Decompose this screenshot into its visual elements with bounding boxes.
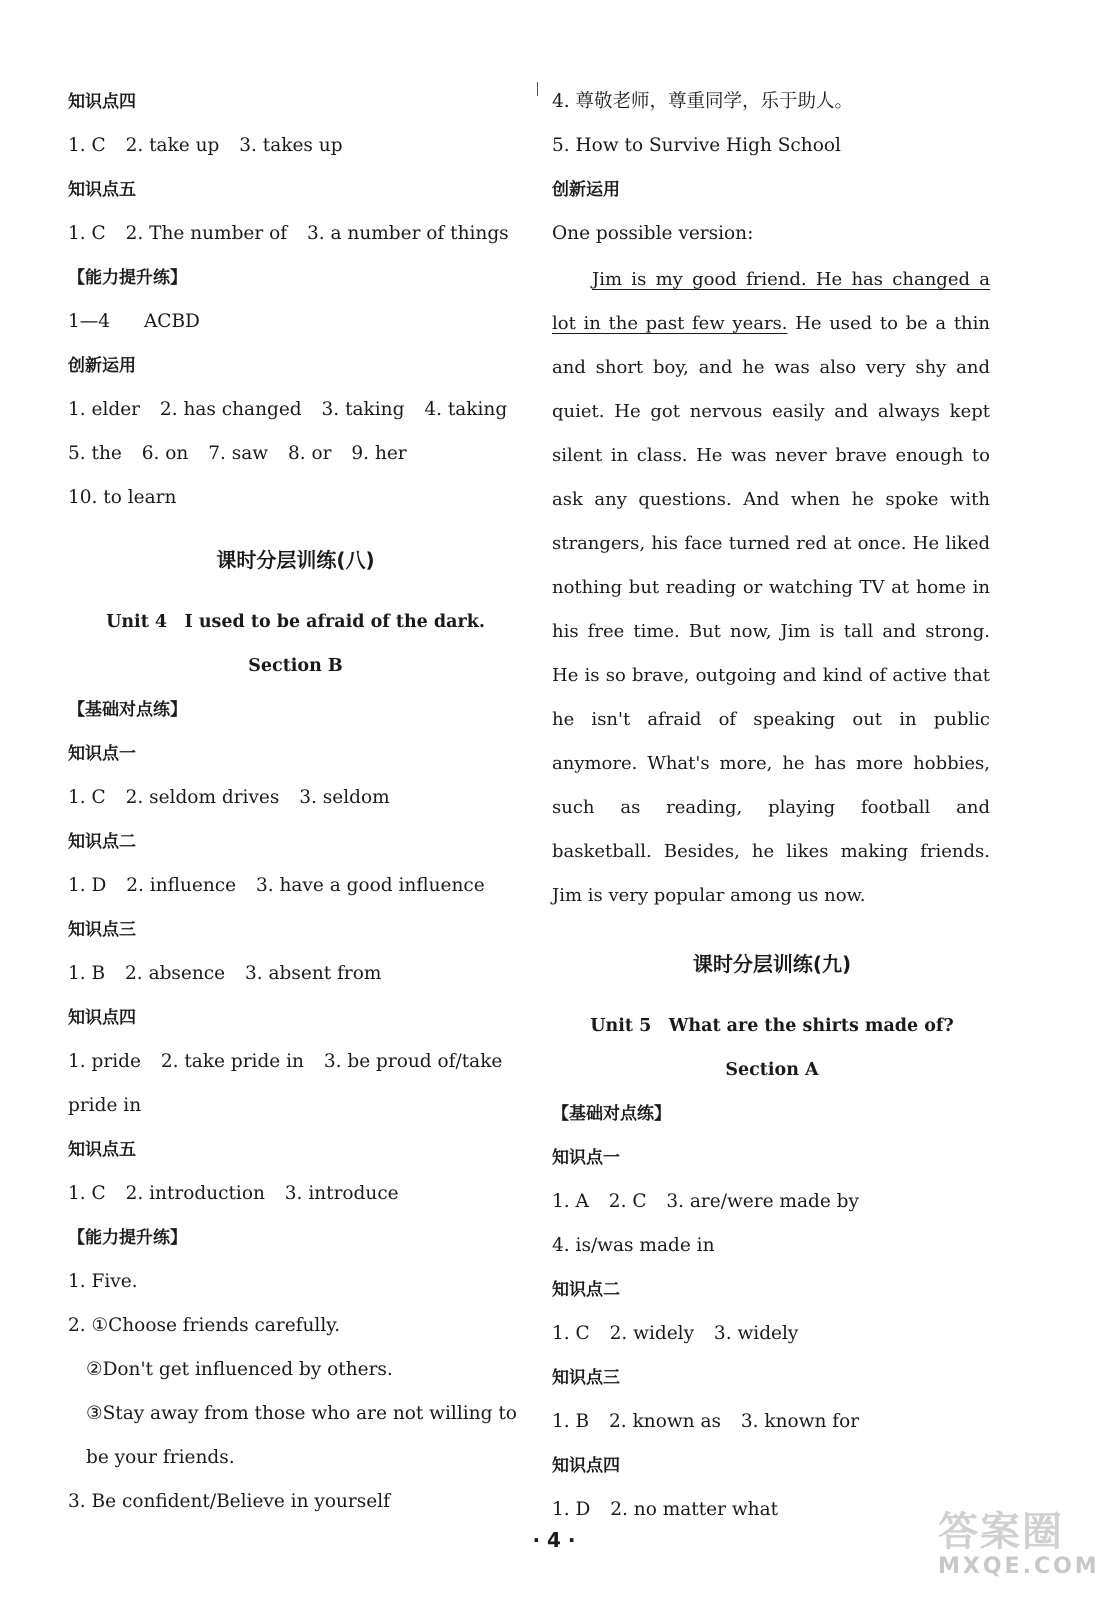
answer: 3. a number of things [306,223,509,244]
answer: 1. C [68,1183,106,1204]
answer: 2. has changed [159,399,302,420]
section-title: Section A [725,1060,819,1080]
answer-line [552,1182,992,1226]
version-label: One possible version: [552,223,754,244]
answer-line: 4. 尊敬老师，尊重同学，乐于助人。 [552,91,854,112]
answer-line [68,778,523,822]
answer-line [552,1314,992,1358]
answer-line: be your friends. [86,1447,235,1468]
section-heading: 知识点一 [552,1148,620,1168]
answer: 3. introduce [284,1183,399,1204]
answer: 1. D [68,875,107,896]
answer-line: ②Don't get influenced by others. [86,1359,393,1380]
answer: 1. D [552,1499,591,1520]
answer: 9. her [351,443,407,464]
answer: 2. no matter what [610,1499,779,1520]
answer: 2. known as [609,1411,721,1432]
section-heading: 创新运用 [552,180,620,200]
answer-line [552,1402,992,1446]
answer: 3. seldom [299,787,390,808]
answer: 1. B [68,963,106,984]
answer-line [68,1174,523,1218]
essay-underlined-sentence: Jim is my good friend. He has changed a lot in the past few years. [552,269,990,334]
unit-title: Unit 4 I used to be afraid of the dark. [106,612,485,632]
model-essay [552,258,990,918]
essay-body: He used to be a thin and short boy, and he was also very shy and quiet. He got nervous easily and always kept silent in class. He was never brave enough to ask any questions. And when he spoke with strangers, his face turned red at once. He liked nothing but reading or watching TV at home in his free time. But now, Jim is tall and strong. He is so brave, outgoing and kind of active that he isn't afraid of speaking out in public anymore. What's more, he has more hobbies, such as reading, playing football and basketball. Besides, he likes making friends. Jim is very popular among us now. [552,313,990,906]
answer-line [68,302,523,346]
section-heading: 【能力提升练】 [68,268,187,288]
answer: 1. C [68,787,106,808]
answer: 5. the [68,443,122,464]
answer-line: 1. Five. [68,1271,138,1292]
answer-line [68,390,523,434]
answer: 7. saw [208,443,269,464]
section-title: Section B [248,656,343,676]
left-column [68,82,523,1526]
answer: 1. C [552,1323,590,1344]
section-heading: 知识点三 [552,1368,620,1388]
answer: 2. influence [126,875,237,896]
answer: 1. C [68,135,106,156]
answer: 3. have a good influence [255,875,485,896]
answer-line: 10. to learn [68,487,177,508]
lesson-title: 课时分层训练(八) [216,548,375,572]
answer: 2. take pride in [160,1051,304,1072]
answer: 3. are/were made by [666,1191,859,1212]
section-heading: 【能力提升练】 [68,1228,187,1248]
answer: 2. take up [125,135,220,156]
answer: 3. known for [740,1411,860,1432]
answer: 3. taking [321,399,405,420]
section-heading: 知识点四 [68,92,136,112]
answer: 2. absence [125,963,226,984]
answer: ACBD [143,311,200,332]
answer-line [68,954,523,998]
answer-line: ③Stay away from those who are not willing to [86,1403,517,1424]
section-heading: 知识点二 [552,1280,620,1300]
section-heading: 知识点五 [68,1140,136,1160]
answer: 1. pride [68,1051,141,1072]
right-column [552,82,992,1534]
answer: 3. widely [713,1323,799,1344]
unit-title: Unit 5 What are the shirts made of? [590,1016,954,1036]
answer: 1. elder [68,399,141,420]
answer: 1. B [552,1411,590,1432]
column-divider [537,82,538,96]
answer-line [68,434,523,478]
answer: 2. The number of [125,223,288,244]
section-heading: 知识点五 [68,180,136,200]
answer-line [68,866,523,910]
answer-line [68,214,523,258]
answer-line: pride in [68,1095,142,1116]
section-heading: 知识点三 [68,920,136,940]
answer-line [68,126,523,170]
answer: 8. or [288,443,332,464]
watermark-text: 答案圈 [938,1509,1064,1555]
answer: 1. A [552,1191,589,1212]
answer-line: 5. How to Survive High School [552,135,841,156]
answer-line: 3. Be confident/Believe in yourself [68,1491,390,1512]
answer: 4. taking [424,399,508,420]
section-heading: 知识点一 [68,744,136,764]
answer: 6. on [141,443,189,464]
answer-line: 4. is/was made in [552,1235,715,1256]
section-heading: 创新运用 [68,356,136,376]
lesson-title: 课时分层训练(九) [692,952,852,976]
answer-line [68,1042,523,1086]
watermark-logo [938,1509,1100,1590]
section-heading: 知识点二 [68,832,136,852]
answer: 1. C [68,223,106,244]
page-number: · 4 · [532,1528,576,1552]
answer: 2. C [608,1191,647,1212]
answer: 2. widely [609,1323,695,1344]
answer: 2. introduction [125,1183,265,1204]
section-heading: 【基础对点练】 [552,1104,671,1124]
answer-line: 2. ①Choose friends carefully. [68,1315,341,1336]
watermark-url: MXQE.COM [938,1554,1100,1579]
answer: 3. absent from [245,963,382,984]
answer: 2. seldom drives [125,787,280,808]
section-heading: 知识点四 [68,1008,136,1028]
answer-range: 1—4 [68,311,111,332]
answer: 3. takes up [239,135,343,156]
section-heading: 知识点四 [552,1456,620,1476]
section-heading: 【基础对点练】 [68,700,187,720]
answer: 3. be proud of/take [323,1051,503,1072]
